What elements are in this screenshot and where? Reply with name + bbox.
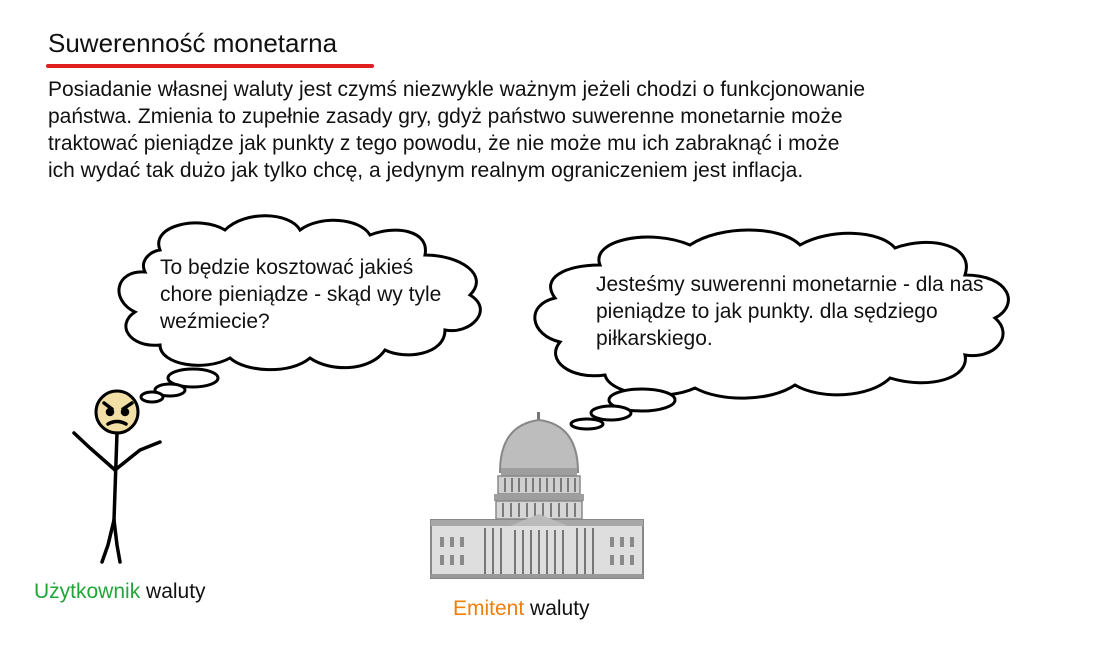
- user-label-rest: waluty: [140, 580, 206, 603]
- issuer-label: [453, 597, 590, 621]
- issuer-thought-text: Jesteśmy suwerenni monetarnie - dla nas pieniądze to jak punkty. dla sędziego piłkarskiego.: [596, 273, 984, 350]
- user-thought-text: To będzie kosztować jakieś chore pieniądze - skąd wy tyle weźmiecie?: [160, 256, 442, 333]
- user-stick-figure: [74, 391, 160, 562]
- issuer-label-highlight: Emitent: [453, 597, 525, 620]
- user-label: [34, 580, 206, 604]
- user-label-highlight: Użytkownik: [34, 580, 141, 603]
- capitol-building-icon: [431, 412, 643, 578]
- issuer-label-rest: waluty: [524, 597, 590, 620]
- intro-paragraph: Posiadanie własnej waluty jest czymś niezwykle ważnym jeżeli chodzi o funkcjonowanie państwa. Zmienia to zupełnie zasady gry, gdyż państwo suwerenne monetarnie może traktować pieniądze jak punkty z tego powodu, że nie może mu ich zabraknąć i może ich wydać tak dużo jak tylko chcę, a jedynym realnym ograniczeniem jest inflacja.: [48, 78, 866, 182]
- page-title: Suwerenność monetarna: [48, 28, 338, 58]
